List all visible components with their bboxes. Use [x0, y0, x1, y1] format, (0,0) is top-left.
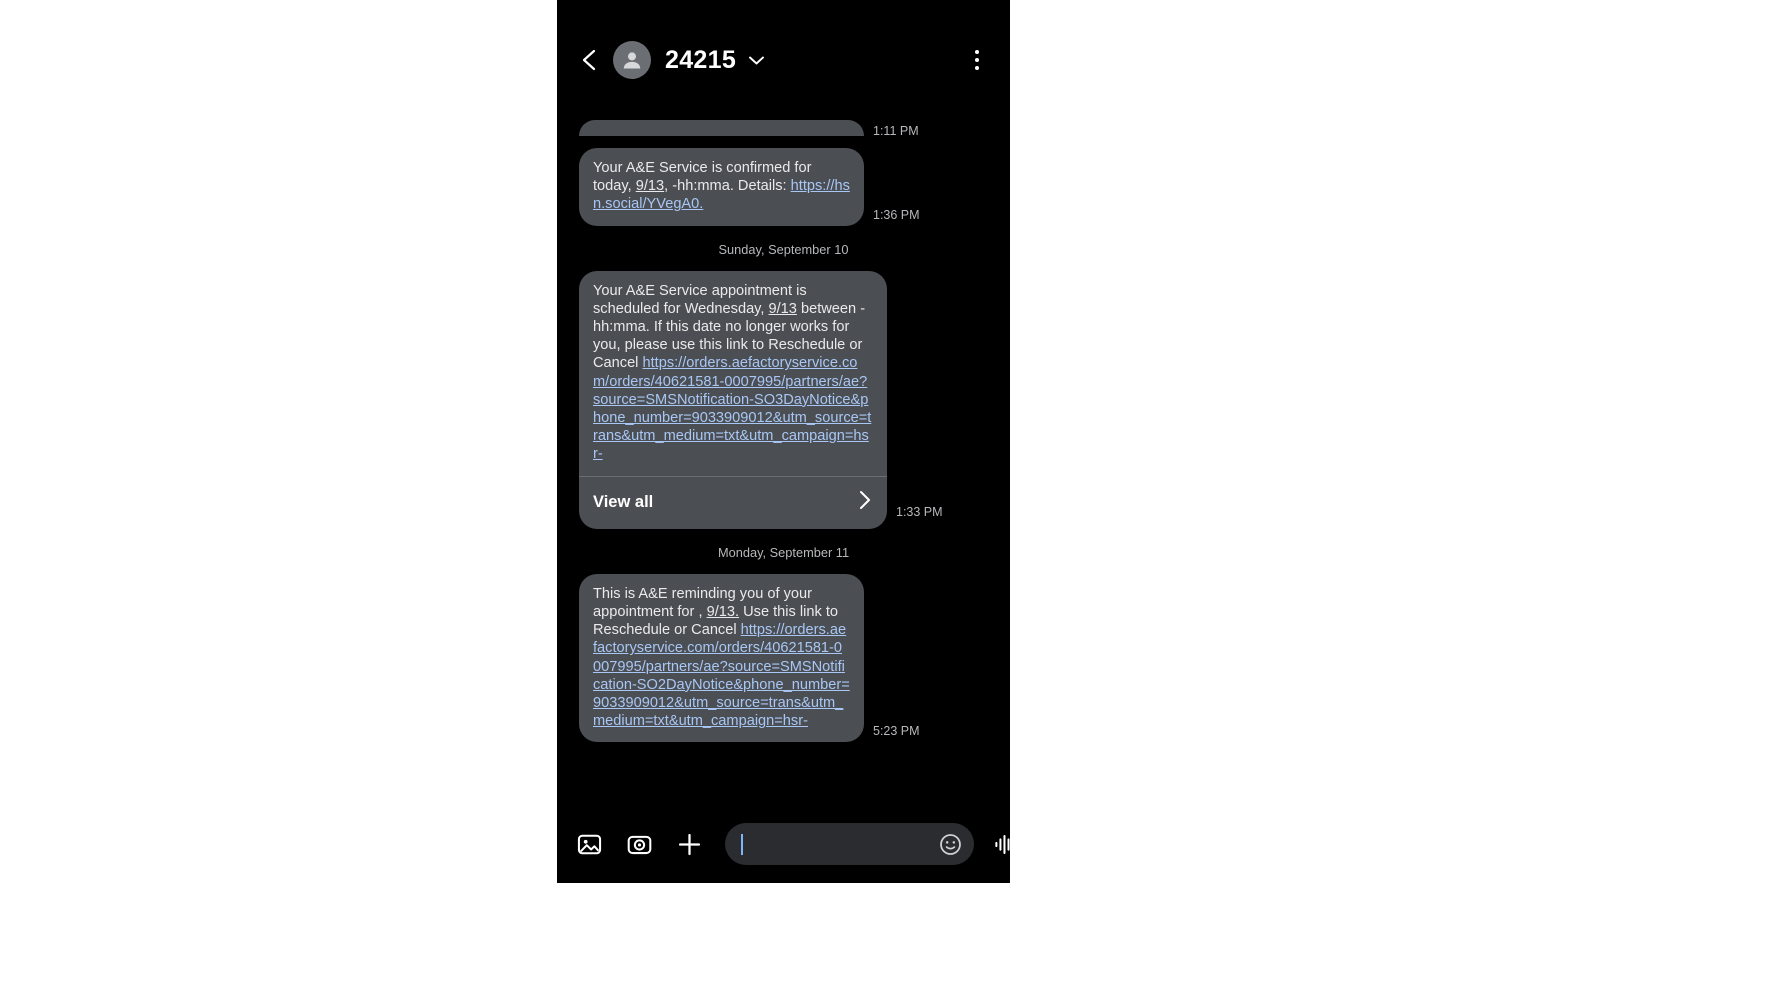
message-input-wrapper[interactable]: [725, 823, 974, 865]
message-bubble[interactable]: [579, 148, 864, 226]
message-row-partial: [579, 120, 988, 136]
phone-screen: [557, 0, 1010, 883]
message-text-part: between -hh:mma. If this date no longer works for you, please use this link to Reschedule or Cancel: [593, 300, 866, 372]
image-picker-icon[interactable]: [571, 826, 607, 862]
message-row: [579, 148, 988, 226]
more-dot: [975, 66, 979, 70]
message-timestamp: 5:23 PM: [873, 724, 920, 739]
camera-icon[interactable]: [621, 826, 657, 862]
day-separator: Monday, September 11: [717, 544, 850, 560]
person-avatar-icon[interactable]: [613, 41, 651, 79]
conversation-header: [557, 0, 1010, 120]
message-bubble[interactable]: [579, 271, 887, 529]
message-link[interactable]: https://orders.aefactoryservice.com/orders/40621581-0007995/partners/ae?source=SMSNotification-SO3DayNotice&phone_number=9033909012&utm_source=trans&utm_medium=txt&utm_campaign=hsr-: [593, 355, 872, 463]
message-link[interactable]: https://hsn.social/YVegA0.: [593, 178, 850, 213]
audio-waveform-icon[interactable]: [988, 826, 1010, 862]
message-text-part: Your A&E Service appointment is scheduled for Wednesday,: [593, 282, 807, 317]
message-composer: [557, 805, 1010, 883]
message-text-part: Your A&E Service is confirmed for today,: [593, 160, 812, 195]
message-text-part: This is A&E reminding you of your appointment for ,: [593, 585, 813, 621]
message-row: [579, 271, 988, 529]
message-text-date: 9/13: [635, 178, 665, 195]
more-vertical-icon[interactable]: [960, 43, 994, 77]
message-timestamp: 1:11 PM: [873, 125, 919, 136]
more-dot: [975, 50, 979, 54]
message-text-date: 9/13: [768, 300, 797, 317]
chevron-right-icon: [857, 489, 873, 515]
message-timestamp: 1:33 PM: [896, 504, 943, 519]
back-chevron-icon[interactable]: [573, 43, 607, 77]
message-input[interactable]: [743, 835, 936, 853]
emoji-smiley-icon[interactable]: [936, 830, 964, 858]
message-timestamp: 1:36 PM: [873, 207, 920, 222]
message-text-part: , -hh:mma. Details:: [664, 178, 791, 195]
chevron-down-icon[interactable]: [748, 55, 765, 66]
contact-name: 24215: [665, 45, 737, 74]
message-bubble[interactable]: [579, 574, 864, 743]
message-text-part: Use this link to Reschedule or Cancel: [593, 604, 838, 639]
view-all-button[interactable]: [593, 477, 873, 517]
day-separator: Sunday, September 10: [718, 241, 849, 257]
message-thread[interactable]: [557, 120, 1010, 805]
message-row: [579, 574, 988, 743]
message-link[interactable]: https://orders.aefactoryservice.com/orders/40621581-0007995/partners/ae?source=SMSNotification-SO2DayNotice&phone_number=9033909012&utm_source=trans&utm_medium=txt&utm_campaign=hsr-: [593, 622, 850, 730]
view-all-label: View all: [593, 492, 654, 511]
more-dot: [975, 58, 979, 62]
plus-icon[interactable]: [671, 826, 707, 862]
message-text-date: 9/13.: [706, 604, 740, 621]
message-bubble-partial[interactable]: [579, 120, 864, 136]
